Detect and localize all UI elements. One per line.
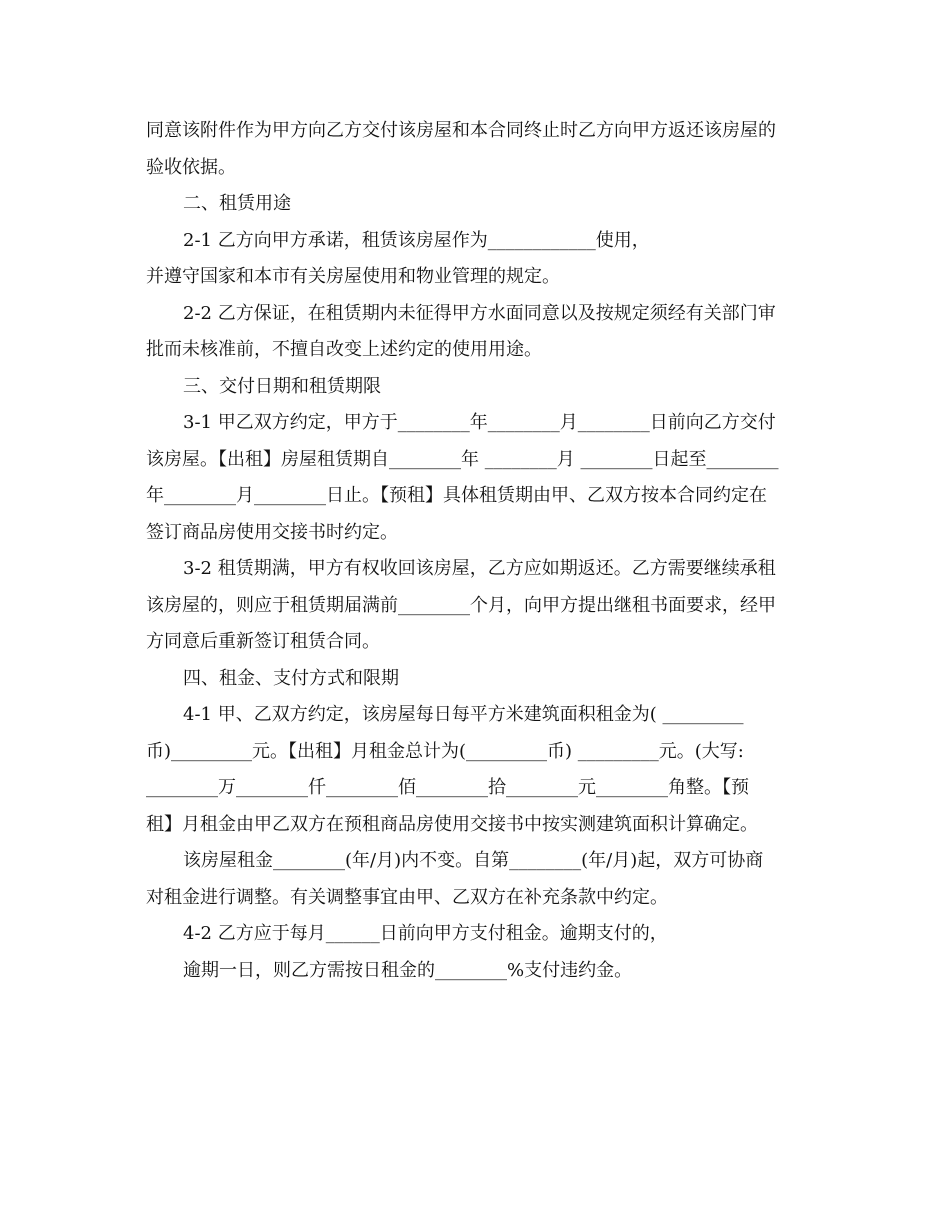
text-line: 币)_________元。【出租】月租金总计为(_________币) _________元。(大写: bbox=[146, 740, 744, 762]
text-line: 并遵守国家和本市有关房屋使用和物业管理的规定。 bbox=[146, 266, 560, 287]
text-line: 同意该附件作为甲方向乙方交付该房屋和本合同终止时乙方向甲方返还该房屋的 bbox=[146, 120, 776, 141]
text-line: 方同意后重新签订租赁合同。 bbox=[146, 631, 380, 652]
contract-text-body bbox=[146, 113, 816, 989]
text-line: 该房屋的，则应于租赁期届满前________个月，向甲方提出继租书面要求，经甲 bbox=[146, 594, 776, 616]
text-line: 2-1 乙方向甲方承诺，租赁该房屋作为____________使用， bbox=[183, 229, 650, 251]
text-line: 该房屋。【出租】房屋租赁期自________年 ________月 ________日起至________ bbox=[146, 448, 779, 470]
text-line: 该房屋租金________(年/月)内不变。自第________(年/月)起，双方可协商 bbox=[183, 850, 764, 871]
text-line: 对租金进行调整。有关调整事宜由甲、乙双方在补充条款中约定。 bbox=[146, 886, 668, 908]
text-line: 批而未核准前，不擅自改变上述约定的使用用途。 bbox=[146, 339, 542, 360]
text-line: 年________月________日止。【预租】具体租赁期由甲、乙双方按本合同约定在 bbox=[146, 485, 767, 506]
text-line: 4-2 乙方应于每月______日前向甲方支付租金。逾期支付的， bbox=[183, 923, 668, 944]
text-line: 3-1 甲乙双方约定，甲方于________年________月________日前向乙方交付 bbox=[183, 412, 776, 433]
text-line: 二、租赁用途 bbox=[183, 193, 291, 214]
text-line: ________万________仟________佰________拾________元________角整。【预 bbox=[146, 777, 749, 798]
text-line: 租】月租金由甲乙双方在预租商品房使用交接书中按实测建筑面积计算确定。 bbox=[146, 813, 758, 835]
text-line: 签订商品房使用交接书时约定。 bbox=[146, 521, 398, 543]
text-line: 逾期一日，则乙方需按日租金的________%支付违约金。 bbox=[183, 959, 633, 981]
text-line: 4-1 甲、乙双方约定，该房屋每日每平方米建筑面积租金为( _________ bbox=[183, 704, 744, 725]
text-line: 2-2 乙方保证，在租赁期内未征得甲方水面同意以及按规定须经有关部门审 bbox=[183, 302, 776, 324]
text-line: 验收依据。 bbox=[146, 156, 236, 178]
text-line: 三、交付日期和租赁期限 bbox=[183, 375, 381, 397]
text-line: 3-2 租赁期满，甲方有权收回该房屋，乙方应如期返还。乙方需要继续承租 bbox=[183, 558, 776, 579]
text-line: 四、租金、支付方式和限期 bbox=[183, 667, 399, 689]
